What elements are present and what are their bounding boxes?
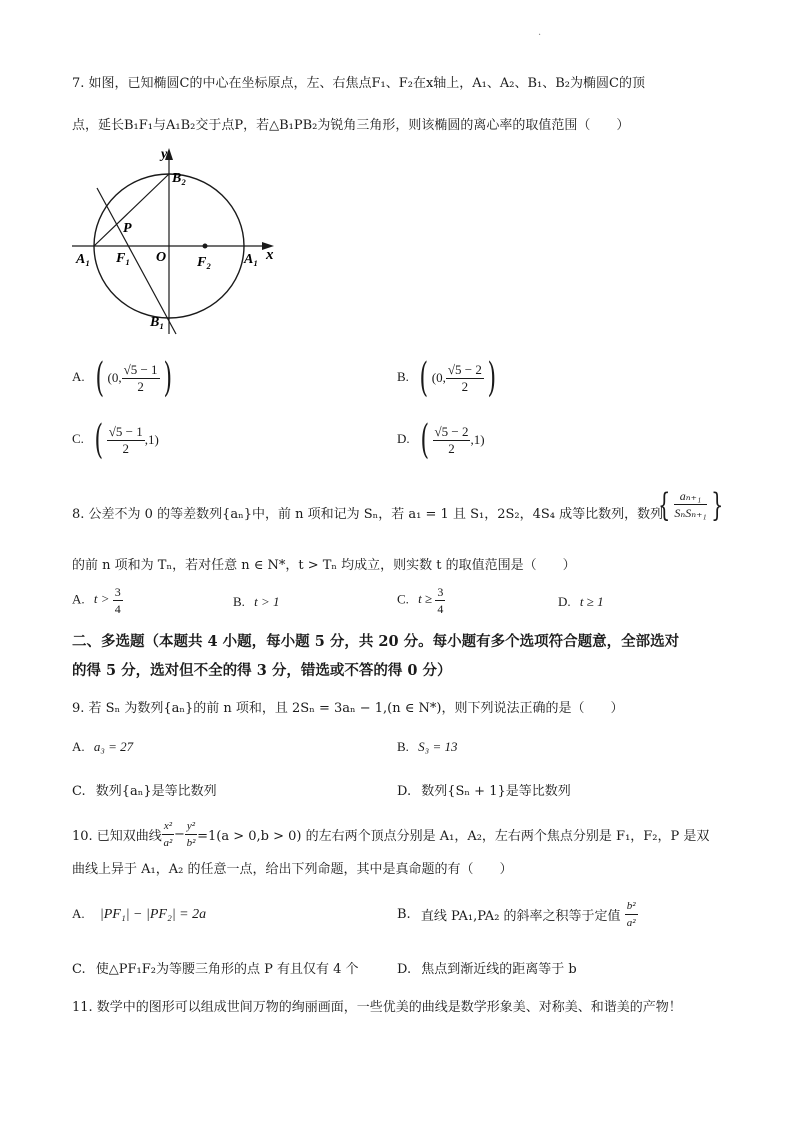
q9-line1: 9. 若 Sₙ 为数列{aₙ}的前 n 项和，且 2Sₙ = 3aₙ − 1,(n ∈ N*)，则下列说法正确的是（ ） (72, 701, 624, 716)
q10-option-b[interactable] (397, 898, 638, 931)
label-a1-left: A₁ (76, 252, 91, 267)
fraction-denominator: 4 (437, 602, 444, 616)
option-prefix: (0, (431, 370, 446, 385)
option-letter: A. (72, 591, 85, 607)
q7-option-d[interactable]: D. ( $\frac{√5 - 2}{2}$ ,1) (397, 417, 485, 463)
option-letter: B. (397, 739, 409, 754)
option-prefix: (0, (107, 370, 122, 385)
q11-line1: 11. 数学中的图形可以组成世间万物的绚丽画面，一些优美的曲线是数学形象美、对称美、和谐美的产物！ (72, 1000, 682, 1015)
option-letter: B. (397, 907, 411, 922)
q7-option-b[interactable]: B. ( (0, $\frac{√5 - 2}{2}$ ) (397, 355, 496, 401)
option-text: 焦点到渐近线的距离等于 b (421, 962, 577, 977)
label-p: P (123, 221, 132, 236)
option-text: t > 1 (254, 594, 280, 609)
q9-option-b[interactable] (397, 739, 457, 755)
q10-option-a[interactable] (72, 906, 206, 923)
q10-prefix: 10. 已知双曲线 (72, 829, 162, 844)
option-text: t ≥ (418, 591, 433, 607)
option-letter: B. (397, 368, 409, 384)
q8-option-b[interactable] (233, 594, 280, 610)
hyperbola-x-term: $\frac{\text{x²}}{\text{a²}}$ (163, 820, 173, 849)
fraction-numerator: √5 − 2 (434, 423, 469, 439)
q8-option-c[interactable] (397, 584, 445, 617)
fraction-denominator: 2 (137, 378, 144, 394)
q8-option-a[interactable] (72, 584, 123, 617)
fraction-denominator: 2 (448, 440, 455, 456)
q8-option-d[interactable] (558, 594, 604, 610)
fraction-numerator: √5 − 2 (447, 361, 482, 377)
option-text: t > (93, 591, 110, 607)
label-o: O (156, 250, 167, 265)
fraction-numerator: √5 − 1 (108, 423, 143, 439)
option-letter: D. (397, 430, 410, 446)
fraction-denominator: 2 (461, 378, 469, 394)
label-x: x (266, 247, 274, 263)
q10-rest: =1(a > 0,b > 0) 的左右两个顶点分别是 A₁，A₂，左右两个焦点分别是 F₁，F₂，P 是双 (197, 829, 710, 844)
q10-line1: 10. 已知双曲线 $\frac{\text{x²}}{\text{a²}}$ − $\frac{\text{y²}}{\text{b²}}$ =1(a > 0,b > 0) 的左右两个顶点分别是 A₁，A₂，左右两个焦点分别是 F₁，F₂，P 是双 (72, 820, 710, 849)
option-text: a₃ = 27 (93, 739, 134, 754)
ellipse-figure (70, 142, 285, 342)
option-text: t ≥ 1 (579, 594, 604, 609)
label-y: y (161, 147, 168, 162)
fraction-numerator: √5 − 1 (123, 361, 158, 377)
option-suffix: ,1) (470, 432, 485, 447)
q8-line2: 的前 n 项和为 Tₙ，若对任意 n ∈ N*，t > Tₙ 均成立，则实数 t 的取值范围是（ ） (72, 558, 576, 573)
sequence-denominator: SₙSₙ₊₁ (674, 506, 707, 520)
fraction-numerator: 3 (437, 585, 444, 599)
q7-option-a[interactable]: A. ( (0, $\frac{√5 - 1}{2}$ ) (72, 355, 172, 401)
option-letter: A. (72, 739, 85, 754)
option-letter: C. (72, 784, 86, 799)
option-letter: D. (558, 594, 571, 609)
q8-sequence-expression: { $\frac{\text{aₙ₊₁}}{\text{SₙSₙ₊₁}}$ } (658, 485, 723, 524)
fraction-denominator: 2 (122, 440, 130, 456)
option-text: 数列{Sₙ + 1}是等比数列 (421, 784, 571, 799)
option-letter: C. (397, 591, 409, 607)
option-letter: A. (72, 368, 85, 384)
q10-line2: 曲线上异于 A₁，A₂ 的任意一点，给出下列命题，其中是真命题的有（ ） (72, 862, 513, 877)
q9-option-d[interactable] (397, 780, 571, 799)
label-a1-right: A₁ (244, 252, 259, 267)
q9-option-a[interactable] (72, 739, 133, 755)
option-text: 使△PF₁F₂为等腰三角形的点 P 有且仅有 4 个 (95, 962, 359, 977)
option-letter: C. (72, 430, 84, 446)
q7-option-c[interactable]: C. ( $\frac{√5 - 1}{2}$ ,1) (72, 417, 159, 463)
option-letter: D. (397, 784, 412, 799)
fraction-numerator: 3 (114, 585, 121, 599)
option-letter: C. (72, 962, 86, 977)
fraction-denominator: 4 (114, 602, 121, 616)
option-letter: B. (233, 594, 245, 609)
f2-point (203, 244, 208, 249)
q9-option-c[interactable] (72, 780, 217, 799)
option-letter: D. (397, 962, 412, 977)
option-letter: A. (72, 906, 85, 921)
sequence-numerator: aₙ₊₁ (674, 488, 706, 505)
label-f1: F₁ (116, 251, 131, 266)
q10-option-c[interactable] (72, 958, 359, 977)
label-f2: F₂ (197, 255, 212, 270)
section-heading-line2: 的得 5 分，选对但不全的得 3 分，错选或不答的得 0 分） (72, 662, 452, 679)
q7-line2: 点，延长B₁F₁与A₁B₂交于点P，若△B₁PB₂为锐角三角形，则该椭圆的离心率的取值范围（ ） (72, 118, 630, 133)
hyperbola-y-term: $\frac{\text{y²}}{\text{b²}}$ (186, 820, 196, 849)
option-text: S₃ = 13 (418, 739, 458, 754)
label-b2: B₂ (172, 171, 187, 186)
option-text: 直线 PA₁,PA₂ 的斜率之积等于定值 (420, 909, 621, 924)
ratio-b2-a2: $\frac{\text{b²}}{\text{a²}}$ (626, 900, 636, 929)
label-b1: B₁ (150, 315, 165, 330)
q7-line1: 7. 如图，已知椭圆C的中心在坐标原点，左、右焦点F₁、F₂在x轴上，A₁、A₂、B₁、B₂为椭圆C的顶 (72, 76, 645, 91)
q10-option-d[interactable] (397, 958, 577, 977)
section-heading-line1: 二、多选题（本题共 4 小题，每小题 5 分，共 20 分。每小题有多个选项符合题意，全部选对 (72, 633, 680, 650)
q8-line1: 8. 公差不为 0 的等差数列{aₙ}中，前 n 项和记为 Sₙ，若 a₁ = 1 且 S₁，2S₂，4S₄ 成等比数列，数列 (72, 507, 664, 522)
corner-mark: · (538, 30, 542, 41)
option-text: |PF₁| − |PF₂| = 2a (99, 907, 207, 922)
option-suffix: ,1) (144, 432, 159, 447)
option-text: 数列{aₙ}是等比数列 (95, 784, 217, 799)
